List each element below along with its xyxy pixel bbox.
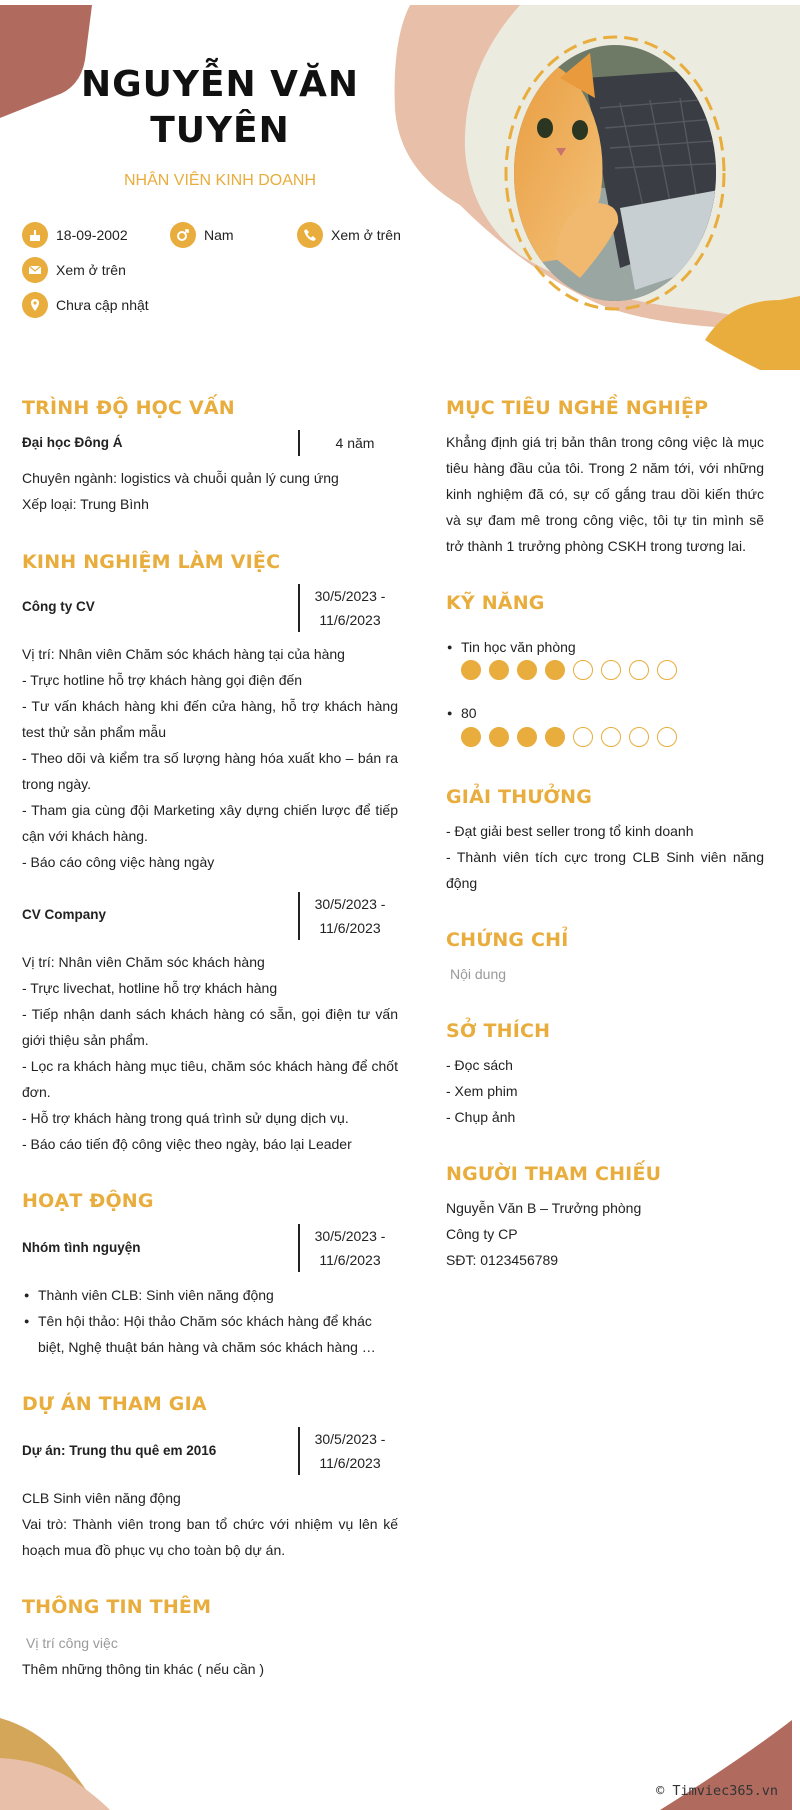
reference-line: Nguyễn Văn B – Trưởng phòng [446,1200,642,1216]
rating-dot-empty [601,660,621,680]
experience-heading: KINH NGHIỆM LÀM VIỆC [22,551,281,573]
rating-dot-filled [545,727,565,747]
reference-line: Công ty CP [446,1226,518,1242]
hobby-line: - Xem phim [446,1083,518,1099]
description-line: - Trực hotline hỗ trợ khách hàng gọi điện đến [22,672,303,688]
gender-text: Nam [204,227,234,243]
award-line: - Thành viên tích cực trong CLB Sinh viên năng động [446,849,764,891]
project-org[interactable]: CLB Sinh viên năng động [22,1490,181,1506]
extra-heading: THÔNG TIN THÊM [22,1596,212,1618]
map-pin-icon [22,292,48,318]
rating-dot-empty [573,660,593,680]
candidate-name[interactable]: NGUYỄN VĂN TUYÊN [80,64,360,151]
skills-heading: KỸ NĂNG [446,592,545,614]
contact-phone[interactable] [297,222,401,248]
certificates-heading: CHỨNG CHỈ [446,929,569,951]
experience-company[interactable]: CV Company [22,907,107,922]
activities-org[interactable]: Nhóm tình nguyện [22,1240,141,1255]
skill-rating[interactable] [461,660,677,680]
education-heading: TRÌNH ĐỘ HỌC VẤN [22,397,235,419]
certificates-placeholder[interactable]: Nội dung [450,966,507,982]
reference-line: SĐT: 0123456789 [446,1252,559,1268]
education-school[interactable]: Đại học Đông Á [22,435,123,450]
references-heading: NGƯỜI THAM CHIẾU [446,1163,662,1185]
rating-dot-filled [517,660,537,680]
extra-placeholder[interactable]: Vị trí công việc [26,1635,118,1651]
award-line: - Đạt giải best seller trong tổ kinh doanh [446,823,694,839]
job-title[interactable]: NHÂN VIÊN KINH DOANH [123,172,317,189]
experience-description[interactable] [22,641,398,875]
cat-photo-icon [500,28,730,318]
rating-dot-empty [657,660,677,680]
rating-dot-filled [517,727,537,747]
project-date-end[interactable]: 11/6/2023 [319,1455,381,1471]
experience-date-end[interactable]: 11/6/2023 [319,920,381,936]
description-line: Vị trí: Nhân viên Chăm sóc khách hàng tại của hàng [22,646,345,662]
awards-list[interactable] [446,818,764,896]
rating-dot-empty [573,727,593,747]
contact-birthday[interactable] [22,222,128,248]
rating-dot-filled [545,660,565,680]
footer-brand[interactable]: © Timviec365.vn [656,1783,778,1799]
rating-dot-empty [657,727,677,747]
objective-heading: MỤC TIÊU NGHỀ NGHIỆP [446,397,709,419]
skill-name[interactable]: ● Tin học văn phòng [461,634,576,660]
experience-date-end[interactable]: 11/6/2023 [319,612,381,628]
hobby-line: - Đọc sách [446,1057,513,1073]
skill-name[interactable]: ● 80 [461,700,477,726]
description-line: - Trực livechat, hotline hỗ trợ khách hàng [22,980,278,996]
description-line: - Tư vấn khách hàng khi đến cửa hàng, hỗ trợ khách hàng test thử sản phẩm mẫu [22,698,398,740]
contact-email[interactable] [22,257,126,283]
rating-dot-empty [629,660,649,680]
hobby-line: - Chụp ảnh [446,1109,516,1125]
rating-dot-filled [489,727,509,747]
project-role[interactable]: Vai trò: Thành viên trong ban tổ chức với nhiệm vụ lên kế hoạch mua đồ phục vụ cho toàn bộ dự án. [22,1516,398,1558]
project-name[interactable]: Dự án: Trung thu quê em 2016 [22,1443,217,1458]
experience-description[interactable] [22,949,398,1157]
activities-item[interactable]: ● Thành viên CLB: Sinh viên năng động [38,1282,400,1308]
description-line: - Tiếp nhận danh sách khách hàng có sẵn, gọi điện tư vấn giới thiệu sản phẩm. [22,1006,398,1048]
activities-item[interactable]: ● Tên hội thảo: Hội thảo Chăm sóc khách hàng để khác biệt, Nghệ thuật bán hàng và chăm sóc khách hàng … [38,1308,400,1360]
awards-heading: GIẢI THƯỞNG [446,786,593,808]
hobbies-list[interactable] [446,1052,518,1130]
address-text: Chưa cập nhật [56,297,149,313]
rating-dot-filled [461,727,481,747]
description-line: - Theo dõi và kiểm tra số lượng hàng hóa xuất kho – bán ra trong ngày. [22,750,398,792]
education-divider [298,430,300,456]
education-duration[interactable]: 4 năm [335,435,375,451]
rating-dot-empty [629,727,649,747]
email-text: Xem ở trên [56,262,126,278]
education-major[interactable]: Chuyên ngành: logistics và chuỗi quản lý cung ứng [22,470,339,486]
description-line: Vị trí: Nhân viên Chăm sóc khách hàng [22,954,265,970]
cake-icon [22,222,48,248]
rating-dot-empty [601,727,621,747]
description-line: - Hỗ trợ khách hàng trong quá trình sử dụng dịch vụ. [22,1110,349,1126]
objective-text[interactable]: Khẳng định giá trị bản thân trong công việc là mục tiêu hàng đầu của tôi. Trong 2 năm tới, với những kinh nghiệm đã có, sự cố gắng trau dồi kiến thức và sự đam mê trong công việc, tôi tự tin mình sẽ trở thành 1 trưởng phòng CSKH trong tương lai. [446,434,764,554]
description-line: - Tham gia cùng đội Marketing xây dựng chiến lược để tiếp cận với khách hàng. [22,802,398,844]
extra-text[interactable]: Thêm những thông tin khác ( nếu cần ) [22,1661,265,1677]
experience-company[interactable]: Công ty CV [22,599,95,614]
rating-dot-filled [489,660,509,680]
gender-icon [170,222,196,248]
birthday-text: 18-09-2002 [56,227,128,243]
contact-gender[interactable] [170,222,234,248]
mail-icon [22,257,48,283]
contact-address[interactable] [22,292,149,318]
experience-date-start[interactable]: 30/5/2023 - [314,588,386,604]
activities-date-start[interactable]: 30/5/2023 - [314,1228,386,1244]
education-rank[interactable]: Xếp loại: Trung Bình [22,496,149,512]
skill-rating[interactable] [461,727,677,747]
rating-dot-filled [461,660,481,680]
description-line: - Báo cáo tiến độ công việc theo ngày, báo lại Leader [22,1136,352,1152]
activities-heading: HOẠT ĐỘNG [22,1190,154,1212]
avatar[interactable] [500,28,730,318]
experience-date-start[interactable]: 30/5/2023 - [314,896,386,912]
hobbies-heading: SỞ THÍCH [446,1020,551,1042]
description-line: - Lọc ra khách hàng mục tiêu, chăm sóc khách hàng để chốt đơn. [22,1058,398,1100]
phone-icon [297,222,323,248]
references-list[interactable] [446,1195,641,1273]
phone-text: Xem ở trên [331,227,401,243]
project-date-start[interactable]: 30/5/2023 - [314,1431,386,1447]
description-line: - Báo cáo công việc hàng ngày [22,854,215,870]
activities-date-end[interactable]: 11/6/2023 [319,1252,381,1268]
projects-heading: DỰ ÁN THAM GIA [22,1393,207,1415]
